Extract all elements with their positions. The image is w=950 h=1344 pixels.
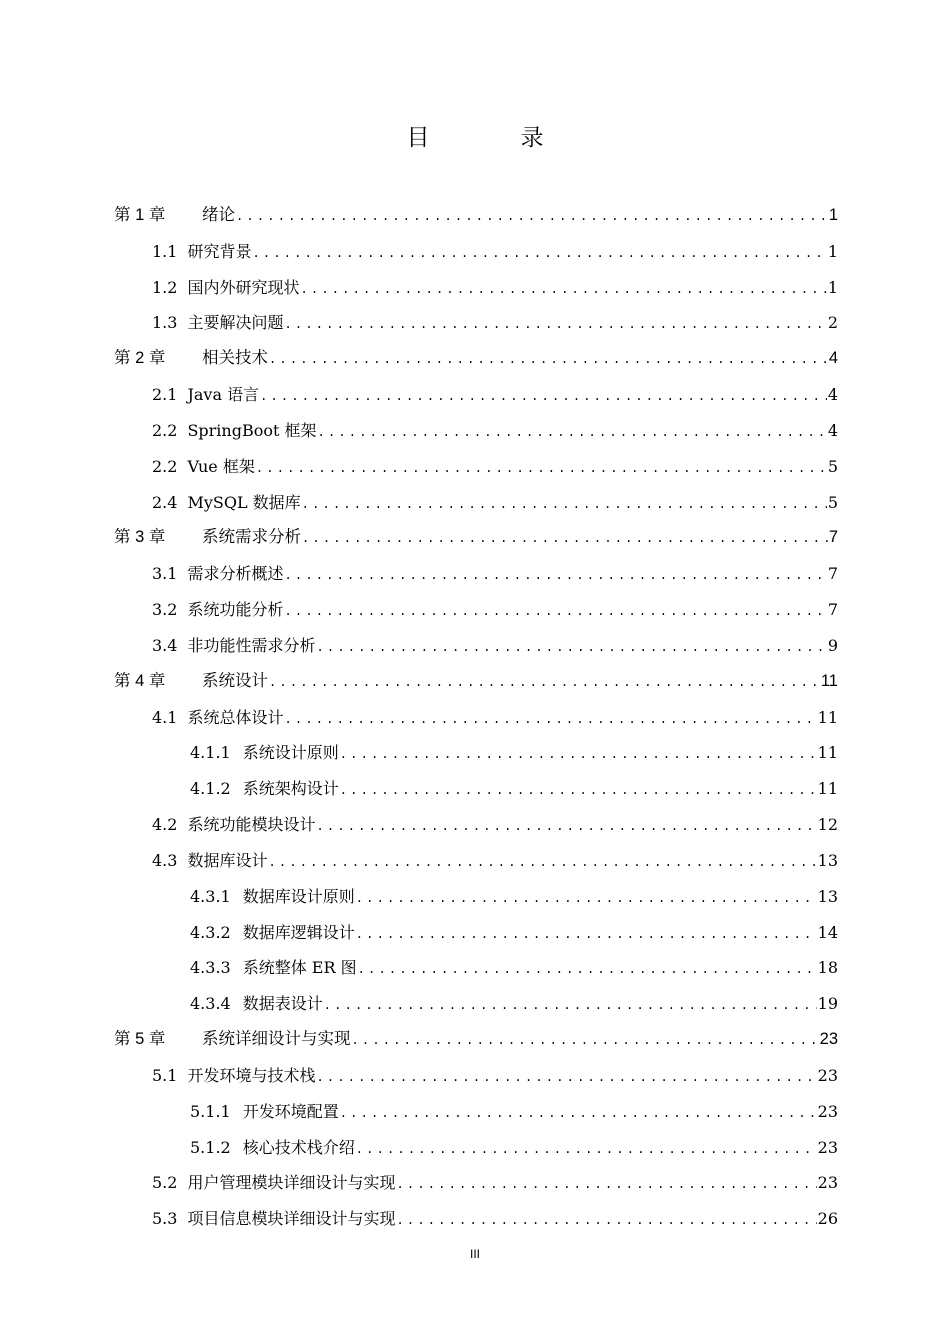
toc-dot-leader bbox=[252, 236, 826, 272]
toc-dot-leader bbox=[340, 773, 817, 809]
toc-entry-title: Java 语言 bbox=[187, 385, 260, 405]
toc-entry-number: 4.3 bbox=[152, 850, 178, 870]
toc-entry-title: 项目信息模块详细设计与实现 bbox=[187, 1209, 396, 1229]
toc-dot-leader bbox=[300, 272, 826, 308]
toc-section-entry[interactable] bbox=[114, 485, 838, 521]
toc-entry-title: 主要解决问题 bbox=[187, 313, 284, 333]
toc-entry-number: 2.4 bbox=[152, 492, 178, 512]
toc-section-entry[interactable] bbox=[114, 807, 838, 843]
toc-entry-page: 1 bbox=[827, 241, 838, 261]
toc-entry-number: 5.2 bbox=[152, 1173, 178, 1193]
toc-dot-leader bbox=[268, 845, 816, 881]
toc-dot-leader bbox=[260, 379, 827, 415]
toc-section-entry[interactable] bbox=[114, 1165, 838, 1201]
toc-section-entry[interactable] bbox=[114, 270, 838, 306]
toc-dot-leader bbox=[396, 1167, 816, 1203]
toc-entry-number: 3.1 bbox=[152, 564, 178, 584]
toc-entry-number: 4.3.3 bbox=[190, 958, 231, 978]
toc-dot-leader bbox=[256, 451, 827, 487]
toc-dot-leader bbox=[324, 988, 817, 1024]
toc-entry-title: SpringBoot 框架 bbox=[187, 420, 317, 440]
toc-entry-page: 23 bbox=[817, 1173, 838, 1193]
toc-entry-page: 7 bbox=[828, 528, 838, 547]
toc-subsection-entry[interactable] bbox=[114, 879, 838, 915]
toc-dot-leader bbox=[269, 665, 820, 701]
toc-dot-leader bbox=[236, 199, 828, 235]
toc-dot-leader bbox=[302, 487, 827, 523]
toc-dot-leader bbox=[284, 558, 826, 594]
toc-entry-number: 4.1 bbox=[152, 707, 178, 727]
toc-subsection-entry[interactable] bbox=[114, 950, 838, 986]
toc-entry-page: 23 bbox=[817, 1137, 838, 1157]
toc-entry-page: 14 bbox=[817, 922, 838, 942]
toc-entry-page: 1 bbox=[828, 206, 838, 224]
toc-entry-title: 系统功能模块设计 bbox=[187, 815, 316, 835]
toc-entry-title: 绪论 bbox=[202, 206, 235, 224]
toc-entry-page: 4 bbox=[828, 349, 838, 368]
toc-heading: 目 录 bbox=[406, 125, 578, 151]
toc-dot-leader bbox=[352, 1023, 819, 1059]
toc-dot-leader bbox=[316, 1060, 816, 1096]
toc-chapter-entry[interactable] bbox=[114, 664, 838, 700]
toc-entry-number: 5.1.2 bbox=[190, 1137, 231, 1157]
toc-section-entry[interactable] bbox=[114, 1058, 838, 1094]
toc-entry-title: 数据库设计原则 bbox=[242, 886, 355, 906]
toc-dot-leader bbox=[316, 809, 816, 845]
toc-entry-number: 第 1 章 bbox=[114, 206, 166, 224]
toc-entry-number: 2.2 bbox=[152, 420, 178, 440]
toc-dot-leader bbox=[358, 952, 817, 988]
toc-entry-page: 13 bbox=[817, 886, 838, 906]
toc-dot-leader bbox=[284, 702, 816, 738]
toc-entry-number: 第 5 章 bbox=[114, 1030, 166, 1049]
toc-subsection-entry[interactable] bbox=[114, 915, 838, 951]
toc-entry-title: Vue 框架 bbox=[187, 456, 255, 476]
toc-entry-title: 数据库设计 bbox=[187, 850, 268, 870]
toc-entry-title: 核心技术栈介绍 bbox=[242, 1137, 355, 1157]
toc-entry-number: 1.1 bbox=[152, 241, 178, 261]
toc-entry-page: 12 bbox=[817, 815, 838, 835]
toc-entry-title: 相关技术 bbox=[202, 349, 268, 368]
toc-entry-title: 国内外研究现状 bbox=[187, 277, 300, 297]
toc-entry-page: 23 bbox=[817, 1065, 838, 1085]
toc-entry-page: 1 bbox=[827, 277, 838, 297]
toc-entry-page: 4 bbox=[827, 385, 838, 405]
toc-entry-number: 1.3 bbox=[152, 313, 178, 333]
toc-dot-leader bbox=[284, 594, 826, 630]
page-number: III bbox=[469, 1247, 480, 1261]
toc-chapter-entry[interactable] bbox=[114, 520, 838, 556]
toc-entry-page: 18 bbox=[817, 958, 838, 978]
toc-entry-number: 4.3.2 bbox=[190, 922, 231, 942]
toc-entry-title: 数据表设计 bbox=[242, 994, 323, 1014]
toc-section-entry[interactable] bbox=[114, 413, 838, 449]
toc-entry-page: 4 bbox=[827, 420, 838, 440]
toc-section-entry[interactable] bbox=[114, 556, 838, 592]
toc-chapter-entry[interactable] bbox=[114, 198, 838, 234]
toc-entry-title: 系统设计原则 bbox=[242, 743, 339, 763]
toc-entry-title: 开发环境配置 bbox=[242, 1101, 339, 1121]
toc-entry-number: 第 2 章 bbox=[114, 349, 166, 368]
toc-entry-page: 9 bbox=[827, 635, 838, 655]
toc-entry-number: 5.3 bbox=[152, 1209, 178, 1229]
toc-entry-page: 11 bbox=[820, 671, 838, 690]
toc-entry-page: 26 bbox=[817, 1209, 838, 1229]
toc-entry-title: 开发环境与技术栈 bbox=[187, 1065, 316, 1085]
toc-section-entry[interactable] bbox=[114, 305, 838, 341]
toc-entry-page: 19 bbox=[817, 994, 838, 1014]
toc-entry-number: 3.4 bbox=[152, 635, 178, 655]
toc-chapter-entry[interactable] bbox=[114, 341, 838, 377]
toc-section-entry[interactable] bbox=[114, 1201, 838, 1237]
toc-dot-leader bbox=[340, 1096, 817, 1132]
toc-entry-title: MySQL 数据库 bbox=[187, 492, 301, 512]
toc-entry-page: 13 bbox=[817, 850, 838, 870]
toc-entry-page: 23 bbox=[817, 1101, 838, 1121]
toc-dot-leader bbox=[396, 1203, 816, 1239]
table-of-contents bbox=[114, 198, 838, 1237]
toc-entry-page: 11 bbox=[817, 779, 838, 799]
toc-entry-number: 第 4 章 bbox=[114, 671, 166, 690]
toc-section-entry[interactable] bbox=[114, 592, 838, 628]
toc-entry-number: 4.3.4 bbox=[190, 994, 231, 1014]
toc-entry-title: 研究背景 bbox=[187, 241, 252, 261]
toc-section-entry[interactable] bbox=[114, 628, 838, 664]
toc-subsection-entry[interactable] bbox=[114, 771, 838, 807]
toc-entry-page: 7 bbox=[827, 564, 838, 584]
toc-dot-leader bbox=[356, 881, 817, 917]
toc-entry-title: 系统详细设计与实现 bbox=[202, 1030, 351, 1049]
toc-subsection-entry[interactable] bbox=[114, 1094, 838, 1130]
toc-subsection-entry[interactable] bbox=[114, 735, 838, 771]
toc-entry-number: 4.1.2 bbox=[190, 779, 231, 799]
toc-entry-title: 系统需求分析 bbox=[202, 528, 301, 547]
toc-section-entry[interactable] bbox=[114, 449, 838, 485]
toc-entry-page: 2 bbox=[827, 313, 838, 333]
toc-section-entry[interactable] bbox=[114, 843, 838, 879]
toc-entry-number: 2.1 bbox=[152, 385, 178, 405]
toc-entry-number: 5.1.1 bbox=[190, 1101, 231, 1121]
toc-entry-title: 系统功能分析 bbox=[187, 600, 284, 620]
toc-dot-leader bbox=[356, 917, 817, 953]
toc-subsection-entry[interactable] bbox=[114, 986, 838, 1022]
toc-dot-leader bbox=[356, 1132, 817, 1168]
toc-section-entry[interactable] bbox=[114, 377, 838, 413]
toc-entry-title: 非功能性需求分析 bbox=[187, 635, 316, 655]
toc-entry-number: 4.2 bbox=[152, 815, 178, 835]
toc-entry-page: 5 bbox=[827, 492, 838, 512]
toc-entry-number: 5.1 bbox=[152, 1065, 178, 1085]
toc-dot-leader bbox=[318, 415, 827, 451]
toc-section-entry[interactable] bbox=[114, 234, 838, 270]
toc-entry-title: 数据库逻辑设计 bbox=[242, 922, 355, 942]
toc-chapter-entry[interactable] bbox=[114, 1022, 838, 1058]
toc-entry-number: 第 3 章 bbox=[114, 528, 166, 547]
toc-dot-leader bbox=[284, 307, 826, 343]
toc-entry-title: 系统整体 ER 图 bbox=[242, 958, 357, 978]
toc-entry-title: 系统架构设计 bbox=[242, 779, 339, 799]
toc-entry-page: 11 bbox=[817, 743, 838, 763]
toc-entry-number: 1.2 bbox=[152, 277, 178, 297]
toc-entry-title: 用户管理模块详细设计与实现 bbox=[187, 1173, 396, 1193]
toc-entry-page: 23 bbox=[819, 1030, 838, 1049]
toc-entry-page: 11 bbox=[817, 707, 838, 727]
toc-dot-leader bbox=[316, 630, 826, 666]
toc-dot-leader bbox=[302, 521, 828, 557]
toc-subsection-entry[interactable] bbox=[114, 1130, 838, 1166]
toc-dot-leader bbox=[340, 737, 817, 773]
toc-entry-number: 4.1.1 bbox=[190, 743, 231, 763]
toc-entry-title: 系统总体设计 bbox=[187, 707, 284, 727]
toc-entry-number: 3.2 bbox=[152, 600, 178, 620]
toc-entry-title: 需求分析概述 bbox=[187, 564, 284, 584]
toc-entry-title: 系统设计 bbox=[202, 671, 268, 690]
toc-entry-page: 5 bbox=[827, 456, 838, 476]
toc-dot-leader bbox=[269, 342, 828, 378]
toc-entry-page: 7 bbox=[827, 600, 838, 620]
toc-entry-number: 4.3.1 bbox=[190, 886, 231, 906]
toc-entry-number: 2.2 bbox=[152, 456, 178, 476]
toc-section-entry[interactable] bbox=[114, 700, 838, 736]
